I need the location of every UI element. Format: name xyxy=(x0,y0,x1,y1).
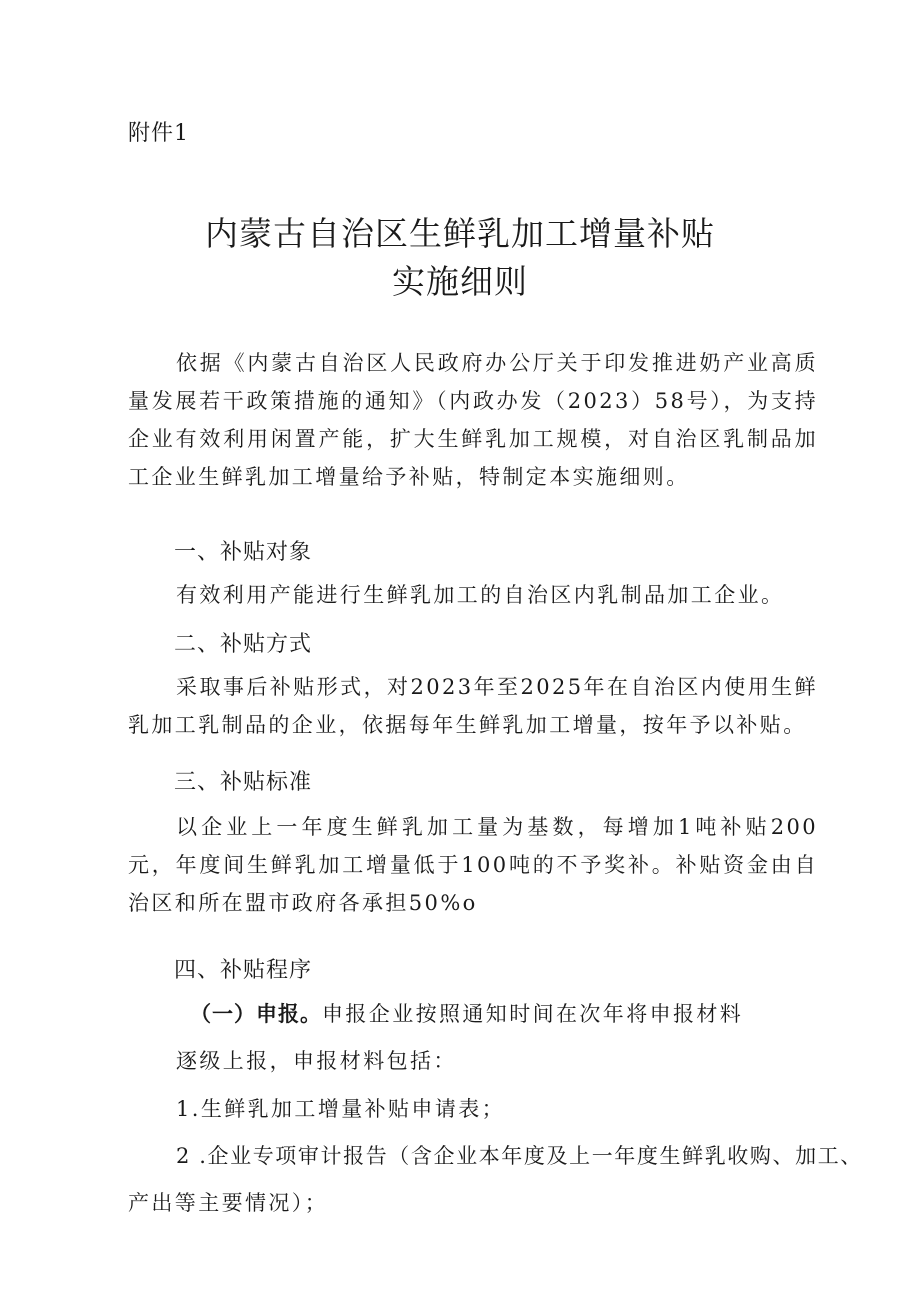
document-title-line-2: 实施细则 xyxy=(392,262,528,301)
section-heading-1: 一、补贴对象 xyxy=(174,540,313,565)
material-item-2-continued: 产出等主要情况）； xyxy=(128,1191,329,1215)
section-body-1: 有效利用产能进行生鲜乳加工的自治区内乳制品加工企业。 xyxy=(176,583,785,607)
section-heading-2: 二、补贴方式 xyxy=(174,632,313,657)
document-title-line-1: 内蒙古自治区生鲜乳加工增量补贴 xyxy=(205,214,715,253)
material-item-2: 2 .企业专项审计报告（含企业本年度及上一年度生鲜乳收购、加工、 xyxy=(176,1144,863,1168)
attachment-label: 附件1 xyxy=(128,121,189,146)
application-text-continued: 逐级上报，申报材料包括： xyxy=(176,1049,457,1073)
application-line xyxy=(190,998,743,1028)
section-heading-4: 四、补贴程序 xyxy=(174,958,313,983)
application-text: 申报企业按照通知时间在次年将申报材料 xyxy=(322,1002,744,1026)
intro-paragraph: 依据《内蒙古自治区人民政府办公厅关于印发推进奶产业高质量发展若干政策措施的通知》（内政办发（2023）58号），为支持企业有效利用闲置产能，扩大生鲜乳加工规模，对自治区乳制品加工企业生鲜乳加工增量给予补贴，特制定本实施细则。 xyxy=(128,351,818,489)
section-heading-3: 三、补贴标准 xyxy=(174,770,313,795)
material-item-1: 1.生鲜乳加工增量补贴申请表； xyxy=(176,1097,506,1121)
application-label: （一）申报。 xyxy=(190,1002,322,1026)
section-body-2: 采取事后补贴形式，对2023年至2025年在自治区内使用生鲜乳加工乳制品的企业，依据每年生鲜乳加工增量，按年予以补贴。 xyxy=(128,675,818,737)
section-body-3: 以企业上一年度生鲜乳加工量为基数，每增加1吨补贴200元，年度间生鲜乳加工增量低于100吨的不予奖补。补贴资金由自治区和所在盟市政府各承担50%o xyxy=(128,815,818,915)
